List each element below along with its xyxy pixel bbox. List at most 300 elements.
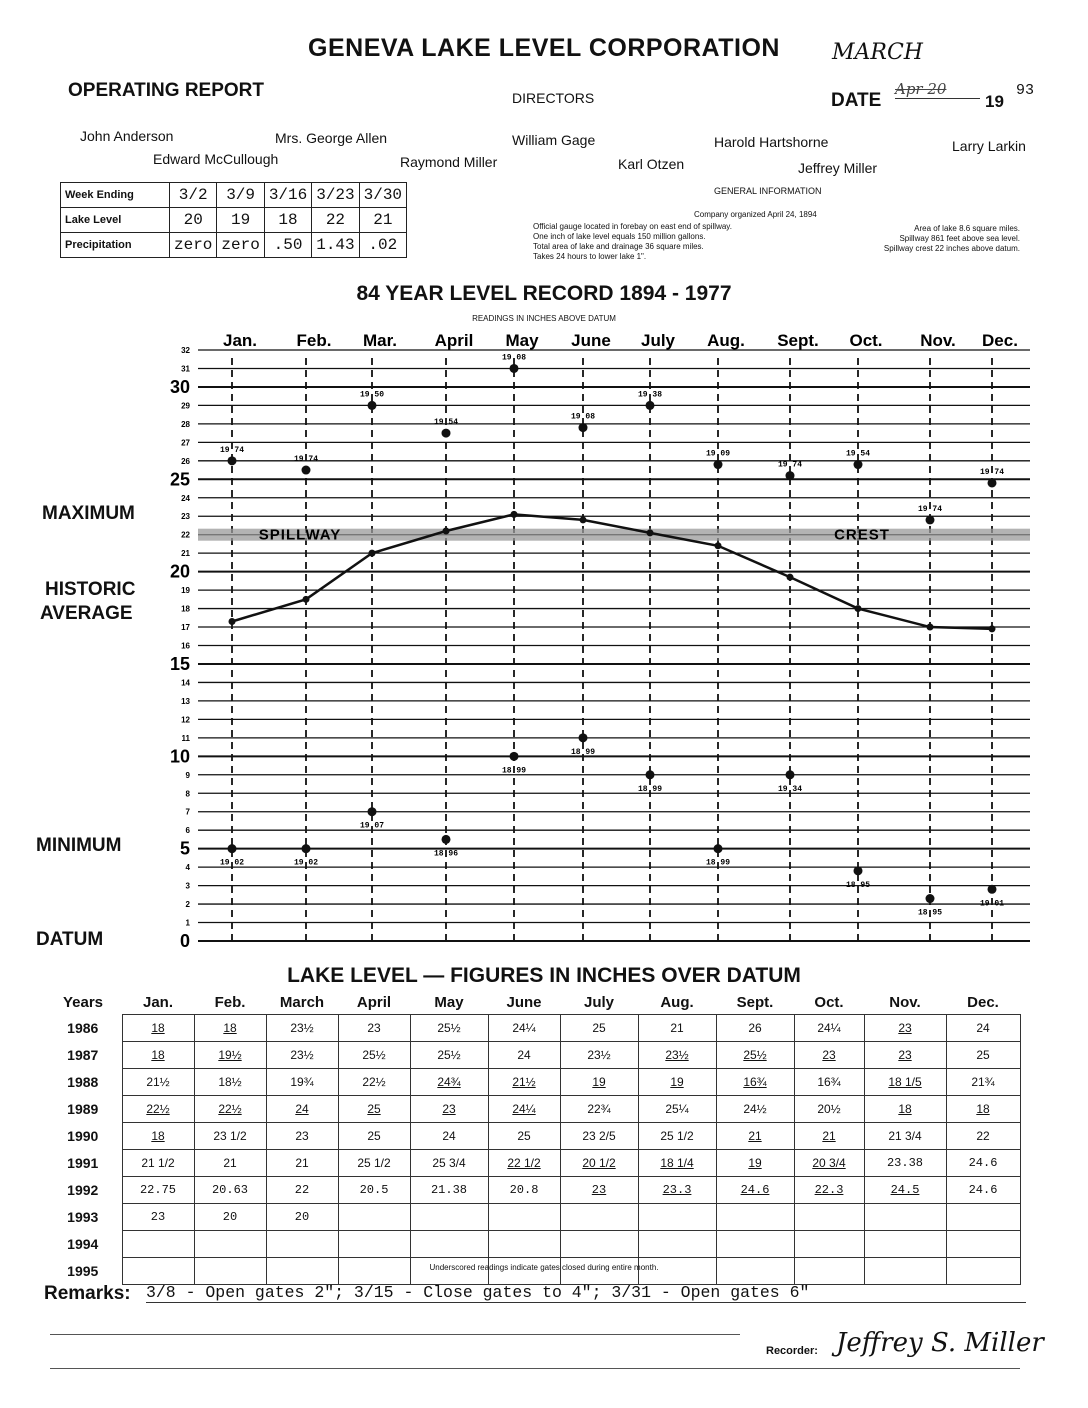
level-cell: 23 (864, 1015, 946, 1042)
header-row (44, 990, 1020, 1015)
level-cell: 19½ (194, 1042, 266, 1069)
week-cell: 3/9 (217, 183, 264, 208)
historic-average-point (927, 624, 934, 631)
minimum-year-label: 18 99 (637, 784, 663, 794)
level-cell (864, 1204, 946, 1231)
level-cell: 24¼ (488, 1015, 560, 1042)
level-cell (488, 1231, 560, 1258)
y-tick-label: 1 (185, 918, 190, 928)
info-line: Spillway crest 22 inches above datum. (883, 244, 1020, 253)
level-cell: 21 3/4 (864, 1123, 946, 1150)
minimum-year-label: 18 96 (433, 849, 459, 859)
table-row (44, 1231, 1020, 1258)
y-tick-label: 0 (179, 931, 190, 951)
historic-average-point (580, 516, 587, 523)
level-cell: 22½ (122, 1096, 194, 1123)
level-cell: 18 1/4 (638, 1150, 716, 1177)
date-struck: Apr 20 (895, 80, 980, 99)
month-label: Aug. (707, 331, 745, 350)
year-cell: 1986 (67, 1020, 99, 1036)
maximum-point (442, 429, 451, 438)
precip-cell: .02 (359, 233, 406, 258)
table-row (44, 1123, 1020, 1150)
y-tick-label: 20 (169, 561, 190, 582)
level-cell (864, 1231, 946, 1258)
column-header: June (506, 993, 542, 1011)
average-label: AVERAGE (40, 603, 133, 624)
handwritten-month: MARCH (832, 40, 923, 65)
maximum-year-label: 19 54 (433, 418, 459, 428)
level-cell: 24.6 (716, 1177, 794, 1204)
month-label: Oct. (849, 331, 883, 350)
level-cell: 20.5 (338, 1177, 410, 1204)
level-cell: 16¾ (716, 1069, 794, 1096)
maximum-year-label: 19 08 (501, 353, 527, 363)
level-cell (410, 1204, 488, 1231)
minimum-label: MINIMUM (36, 835, 122, 856)
level-cell: 25 (338, 1123, 410, 1150)
minimum-point (854, 866, 863, 875)
director-name: Mrs. George Allen (275, 130, 388, 146)
maximum-year-label: 19 09 (705, 449, 731, 459)
level-cell: 20 1/2 (560, 1150, 638, 1177)
date-label: DATE (831, 90, 882, 111)
year-cell: 1991 (67, 1155, 99, 1171)
info-line: Official gauge located in forebay on east end of spillway. (533, 222, 732, 231)
month-label: April (434, 331, 474, 350)
table-row (44, 1042, 1020, 1069)
general-info-heading: GENERAL INFORMATION (714, 186, 822, 196)
table-row (44, 1096, 1020, 1123)
y-tick-label: 21 (181, 549, 190, 559)
level-cell: 23 1/2 (194, 1123, 266, 1150)
precip-cell: 1.43 (312, 233, 359, 258)
historic-average-point (989, 625, 996, 632)
y-tick-label: 22 (181, 530, 190, 540)
level-cell: 22 (312, 208, 359, 233)
level-cell (716, 1231, 794, 1258)
level-cell: 22½ (194, 1096, 266, 1123)
level-cell: 23 (560, 1177, 638, 1204)
column-header: Nov. (889, 993, 921, 1011)
minimum-year-label: 18 95 (917, 908, 943, 918)
level-cell: 25½ (410, 1042, 488, 1069)
recorder-label: Recorder: (766, 1345, 818, 1357)
maximum-point (646, 401, 655, 410)
remarks-line (50, 1368, 1020, 1369)
maximum-point (368, 401, 377, 410)
level-cell (338, 1204, 410, 1231)
level-cell (716, 1204, 794, 1231)
y-tick-label: 10 (169, 746, 190, 767)
table-row (44, 1150, 1020, 1177)
level-cell: 24.6 (946, 1150, 1020, 1177)
y-tick-label: 13 (181, 696, 190, 706)
column-header: Feb. (214, 993, 246, 1011)
info-line: Area of lake 8.6 square miles. (914, 224, 1020, 233)
level-cell: 25½ (410, 1015, 488, 1042)
level-cell: 25 1/2 (638, 1123, 716, 1150)
level-cell: 21 (359, 208, 406, 233)
level-cell: 20 3/4 (794, 1150, 864, 1177)
level-cell: 18 (122, 1015, 194, 1042)
level-cell: 19 (716, 1150, 794, 1177)
minimum-point (714, 844, 723, 853)
page-title: GENEVA LAKE LEVEL CORPORATION (308, 34, 780, 62)
level-cell: 18 (122, 1123, 194, 1150)
maximum-point (579, 423, 588, 432)
level-cell: 23 2/5 (560, 1123, 638, 1150)
maximum-point (988, 478, 997, 487)
level-cell: 23½ (560, 1042, 638, 1069)
maximum-label: MAXIMUM (42, 503, 135, 524)
level-cell: 21 (194, 1150, 266, 1177)
minimum-point (988, 885, 997, 894)
year-cell: 1994 (67, 1236, 99, 1252)
level-cell: 23 (266, 1123, 338, 1150)
minimum-year-label: 18 99 (501, 766, 527, 776)
level-cell: 20½ (794, 1096, 864, 1123)
minimum-point (579, 733, 588, 742)
historic-average-point (229, 618, 236, 625)
y-tick-label: 29 (181, 401, 190, 411)
crest-label: CREST (834, 526, 890, 544)
level-table-heading: LAKE LEVEL — FIGURES IN INCHES OVER DATUM (287, 964, 801, 987)
level-cell: 19 (638, 1069, 716, 1096)
minimum-point (442, 835, 451, 844)
year-cell: 1987 (67, 1047, 99, 1063)
level-cell: 18 1/5 (864, 1069, 946, 1096)
minimum-year-label: 18 99 (570, 747, 596, 757)
year-cell: 1992 (67, 1182, 99, 1198)
table-row (44, 1069, 1020, 1096)
level-cell: 21 (266, 1150, 338, 1177)
historic-average-point (303, 596, 310, 603)
maximum-year-label: 19 54 (845, 449, 871, 459)
remarks-text: 3/8 - Open gates 2"; 3/15 - Close gates to 4"; 3/31 - Open gates 6" (146, 1283, 1026, 1303)
y-tick-label: 14 (181, 678, 190, 688)
report-heading: OPERATING REPORT (68, 80, 264, 101)
minimum-year-label: 18 99 (705, 858, 731, 868)
minimum-year-label: 19 02 (219, 858, 245, 868)
minimum-point (926, 894, 935, 903)
directors-heading: DIRECTORS (512, 90, 595, 106)
table-row (44, 1204, 1020, 1231)
row-label: Precipitation (61, 233, 170, 258)
maximum-year-label: 19 74 (777, 460, 803, 470)
maximum-year-label: 19 08 (570, 412, 596, 422)
level-cell: 24.6 (946, 1177, 1020, 1204)
director-name: Larry Larkin (952, 138, 1026, 154)
level-cell: 20 (266, 1204, 338, 1231)
maximum-year-label: 19 74 (979, 467, 1005, 477)
level-cell: 24¾ (410, 1069, 488, 1096)
level-cell: 23½ (266, 1015, 338, 1042)
spillway-label: SPILLWAY (258, 526, 342, 544)
level-cell: 22¾ (560, 1096, 638, 1123)
level-cell: 20.8 (488, 1177, 560, 1204)
table-row (44, 1177, 1020, 1204)
level-cell: 23.38 (864, 1150, 946, 1177)
historic-average-point (369, 550, 376, 557)
y-tick-label: 25 (169, 469, 190, 490)
y-tick-label: 5 (179, 838, 190, 859)
level-cell: 19 (217, 208, 264, 233)
level-cell: 24 (266, 1096, 338, 1123)
week-cell: 3/30 (359, 183, 406, 208)
level-cell (946, 1204, 1020, 1231)
director-name: Harold Hartshorne (714, 134, 829, 150)
remarks-line (50, 1334, 740, 1335)
level-cell: 25 (946, 1042, 1020, 1069)
level-cell: 21¾ (946, 1069, 1020, 1096)
column-header: Dec. (967, 993, 999, 1011)
level-cell: 21 (638, 1015, 716, 1042)
level-cell: 20 (194, 1204, 266, 1231)
column-header: Years (62, 993, 104, 1011)
level-cell: 22 1/2 (488, 1150, 560, 1177)
column-header: March (279, 993, 325, 1011)
level-cell: 16¾ (794, 1069, 864, 1096)
column-header: July (583, 993, 614, 1011)
maximum-year-label: 19 50 (359, 390, 385, 400)
maximum-year-label: 19 38 (637, 390, 663, 400)
level-cell: 20 (170, 208, 217, 233)
level-cell: 22 (946, 1123, 1020, 1150)
level-cell: 23 (338, 1015, 410, 1042)
level-cell: 24.5 (864, 1177, 946, 1204)
minimum-year-label: 18 95 (845, 880, 871, 890)
month-label: Mar. (362, 331, 398, 350)
info-line: Takes 24 hours to lower lake 1". (533, 252, 647, 261)
level-cell (560, 1231, 638, 1258)
y-tick-label: 4 (185, 863, 190, 873)
level-cell: 19 (560, 1069, 638, 1096)
y-tick-label: 8 (185, 789, 190, 799)
y-tick-label: 6 (185, 826, 190, 836)
historic-average-point (855, 605, 862, 612)
info-line: Total area of lake and drainage 36 square miles. (533, 242, 704, 251)
director-name: Jeffrey Miller (798, 160, 878, 176)
y-tick-label: 2 (185, 900, 190, 910)
maximum-point (786, 471, 795, 480)
level-cell: 25½ (716, 1042, 794, 1069)
level-cell: 25 (338, 1096, 410, 1123)
y-tick-label: 19 (181, 586, 190, 596)
director-name: John Anderson (80, 128, 174, 144)
y-tick-label: 30 (169, 376, 190, 397)
y-tick-label: 31 (181, 364, 190, 374)
minimum-point (510, 752, 519, 761)
level-cell: 21½ (122, 1069, 194, 1096)
level-cell: 24 (488, 1042, 560, 1069)
director-name: Karl Otzen (618, 156, 685, 172)
level-cell: 25 1/2 (338, 1150, 410, 1177)
historic-average-point (647, 529, 654, 536)
level-cell (946, 1231, 1020, 1258)
precip-cell: zero (217, 233, 264, 258)
month-label: July (640, 331, 676, 350)
minimum-point (368, 807, 377, 816)
maximum-point (510, 364, 519, 373)
year-prefix: 19 (985, 92, 1004, 111)
week-cell: 3/2 (170, 183, 217, 208)
row-label: Week Ending (61, 183, 170, 208)
datum-label: DATUM (36, 929, 104, 950)
remarks-label: Remarks: (44, 1283, 131, 1304)
minimum-year-label: 19 34 (777, 784, 803, 794)
level-table-footnote: Underscored readings indicate gates closed during entire month. (429, 1263, 659, 1272)
level-cell: 23½ (266, 1042, 338, 1069)
historic-label: HISTORIC (45, 579, 136, 600)
level-cell: 22.75 (122, 1177, 194, 1204)
y-tick-label: 27 (181, 438, 190, 448)
column-header: Aug. (660, 993, 694, 1011)
level-cell: 23 (410, 1096, 488, 1123)
level-cell (266, 1231, 338, 1258)
maximum-point (714, 460, 723, 469)
level-cell: 24 (946, 1015, 1020, 1042)
level-cell: 24½ (716, 1096, 794, 1123)
y-tick-label: 16 (181, 641, 190, 651)
column-header: Sept. (736, 993, 774, 1011)
maximum-point (302, 466, 311, 475)
y-tick-label: 17 (181, 623, 190, 633)
historic-average-point (511, 511, 518, 518)
y-tick-label: 15 (169, 653, 190, 674)
y-tick-label: 24 (181, 493, 190, 503)
maximum-point (228, 456, 237, 465)
minimum-year-label: 19 07 (359, 821, 385, 831)
week-cell: 3/16 (264, 183, 311, 208)
level-cell: 22½ (338, 1069, 410, 1096)
level-cell: 24 (410, 1123, 488, 1150)
y-tick-label: 23 (181, 512, 190, 522)
info-line: Spillway 861 feet above sea level. (899, 234, 1020, 243)
maximum-point (926, 515, 935, 524)
level-table (44, 990, 1021, 1285)
month-label: Dec. (982, 331, 1018, 350)
column-header: April (356, 993, 392, 1011)
level-cell (122, 1231, 194, 1258)
level-cell (794, 1231, 864, 1258)
minimum-point (646, 770, 655, 779)
year-suffix: 93 (1016, 82, 1035, 99)
y-tick-label: 26 (181, 456, 190, 466)
precip-cell: zero (170, 233, 217, 258)
chart-subtitle: READINGS IN INCHES ABOVE DATUM (472, 314, 616, 323)
row-label: Lake Level (61, 208, 170, 233)
level-cell (488, 1204, 560, 1231)
level-cell: 24¼ (488, 1096, 560, 1123)
minimum-year-label: 19 02 (293, 858, 319, 868)
month-label: Sept. (777, 331, 819, 350)
historic-average-point (443, 527, 450, 534)
level-cell: 23 (794, 1042, 864, 1069)
level-cell: 23.3 (638, 1177, 716, 1204)
y-tick-label: 3 (185, 881, 190, 891)
maximum-point (854, 460, 863, 469)
level-cell: 19¾ (266, 1069, 338, 1096)
historic-average-point (787, 574, 794, 581)
precip-cell: .50 (264, 233, 311, 258)
historic-average-point (715, 542, 722, 549)
recorder-signature: Jeffrey S. Miller (836, 1328, 1044, 1358)
y-tick-label: 28 (181, 419, 190, 429)
y-tick-label: 9 (185, 770, 190, 780)
maximum-year-label: 19 74 (293, 455, 319, 465)
minimum-point (302, 844, 311, 853)
level-cell: 18 (194, 1015, 266, 1042)
year-cell: 1990 (67, 1128, 99, 1144)
minimum-point (786, 770, 795, 779)
year-cell: 1993 (67, 1209, 99, 1225)
level-cell (194, 1231, 266, 1258)
level-cell: 22.3 (794, 1177, 864, 1204)
level-cell: 21 (794, 1123, 864, 1150)
table-row (44, 1015, 1020, 1042)
level-cell: 26 (716, 1015, 794, 1042)
director-name: Raymond Miller (400, 154, 498, 170)
level-cell (410, 1231, 488, 1258)
level-cell (638, 1231, 716, 1258)
column-header: Oct. (814, 993, 844, 1011)
level-cell: 18 (122, 1042, 194, 1069)
level-cell: 23 (122, 1204, 194, 1231)
level-cell: 25 (560, 1015, 638, 1042)
level-cell: 25¼ (638, 1096, 716, 1123)
level-cell: 25 3/4 (410, 1150, 488, 1177)
general-info-organized: Company organized April 24, 1894 (694, 210, 817, 219)
month-label: Jan. (222, 331, 258, 350)
y-tick-label: 32 (181, 346, 190, 355)
y-tick-label: 18 (181, 604, 190, 614)
level-cell (560, 1204, 638, 1231)
level-cell (638, 1204, 716, 1231)
week-cell: 3/23 (312, 183, 359, 208)
level-cell: 23 (864, 1042, 946, 1069)
maximum-year-label: 19 74 (917, 504, 943, 514)
year-cell: 1988 (67, 1074, 99, 1090)
month-label: Feb. (296, 331, 332, 350)
info-line: One inch of lake level equals 150 million gallons. (533, 232, 706, 241)
chart-title: 84 YEAR LEVEL RECORD 1894 - 1977 (356, 282, 732, 305)
level-cell: 23½ (638, 1042, 716, 1069)
level-cell: 22 (266, 1177, 338, 1204)
level-cell: 21½ (488, 1069, 560, 1096)
minimum-point (228, 844, 237, 853)
minimum-year-label: 19 01 (979, 899, 1005, 909)
year-cell: 1989 (67, 1101, 99, 1117)
level-cell: 18½ (194, 1069, 266, 1096)
month-label: May (505, 331, 539, 350)
level-cell: 25½ (338, 1042, 410, 1069)
level-cell: 21.38 (410, 1177, 488, 1204)
level-cell: 24¼ (794, 1015, 864, 1042)
level-cell: 21 (716, 1123, 794, 1150)
y-tick-label: 11 (181, 733, 190, 743)
level-cell: 18 (946, 1096, 1020, 1123)
year-cell: 1995 (67, 1263, 99, 1279)
level-cell (794, 1204, 864, 1231)
month-label: June (571, 331, 611, 350)
director-name: William Gage (512, 132, 596, 148)
level-cell: 20.63 (194, 1177, 266, 1204)
level-cell: 21 1/2 (122, 1150, 194, 1177)
month-label: Nov. (920, 331, 956, 350)
level-cell: 18 (264, 208, 311, 233)
level-cell: 25 (488, 1123, 560, 1150)
